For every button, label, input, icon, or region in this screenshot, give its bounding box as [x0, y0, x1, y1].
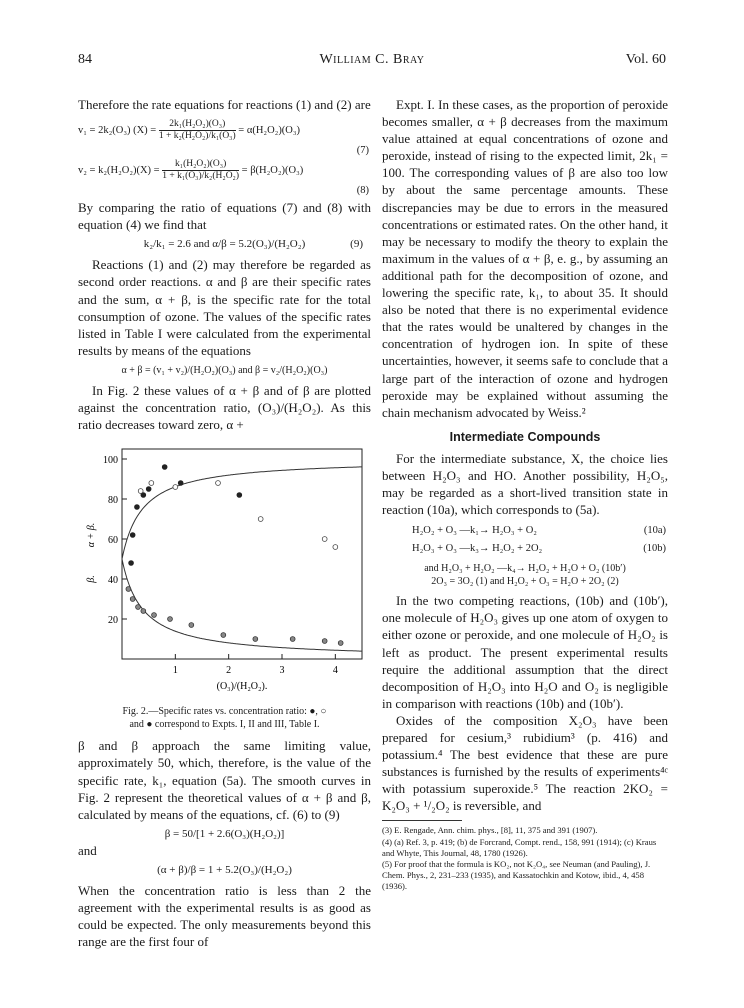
paragraph: By comparing the ratio of equations (7) and (8) with equation (4) we find that	[78, 200, 371, 233]
equation-10: α + β = (v₁ + v₂)/(H₂O₂)(O₃) and β = v₂/(H₂O₂)(O₃)	[121, 364, 328, 376]
x-tick-label: 2	[226, 665, 232, 677]
data-point	[290, 637, 295, 642]
reaction-10b: H₂O₃ + O₃ —k₃→ H₂O₂ + 2O₂ (10b)	[412, 543, 666, 555]
paragraph: Expt. I. In these cases, as the proportion of peroxide becomes smaller, α + β decreases from the maximum value attained at equal concentrations of ozone and peroxide, instead of rising to the expected limit, 2k₁ = 100. The corresponding values of β are also too low by about the same percentage amounts. These discrepancies may be due to errors in the measured concentrations or estimated rates. On the other hand, it may be necessary to modify the theory to explain the maximum in the values of α + β, e. g., by assuming an additional path for the decomposition of ozone, and lowering the specific rate, k₁, to about 35. It should also be noted that there is no experimental evidence that the rates would be unaltered by changes in the concentration of hydrogen ion. In spite of these uncertainties, however, it seems safe to conclude that a large part of the interaction of ozone and hydrogen peroxide may be explained without assuming the chain mechanism advocated by Weiss.²	[382, 97, 668, 420]
y-tick-label: 40	[108, 575, 118, 587]
page-number: 84	[78, 52, 92, 67]
author-name: William C. Bray	[319, 52, 425, 67]
footnote: (4) (a) Ref. 3, p. 419; (b) de Forcrand, Compt. rend., 158, 991 (1914); (c) Kraus and Whyte, This Journal, 48, 1780 (1926).	[382, 836, 657, 858]
data-point	[322, 537, 327, 542]
equation-11: β = 50/[1 + 2.6(O₃)(H₂O₂)]	[164, 827, 285, 840]
footnote: (3) E. Rengade, Ann. chim. phys., [8], 11, 375 and 391 (1907).	[382, 825, 598, 836]
y-axis-label-sum: α + β.	[86, 523, 97, 548]
and-text: and	[78, 842, 97, 858]
data-point	[138, 489, 143, 494]
equation-8: v₂ = k₂(H₂O₂)(X) = $\frac{\text{k₁(H₂O₂)(O₃)}}{\text{1 + k₁(O₃)/k₂(H₂O₂)}}$ = β(H₂O₂)(O₃)	[78, 159, 304, 182]
data-point	[129, 561, 134, 566]
data-point	[173, 485, 178, 490]
equation-8-label: (8)	[356, 185, 369, 197]
data-point	[253, 637, 258, 642]
x-tick-label: 1	[172, 665, 178, 677]
data-point	[322, 639, 327, 644]
fraction: $\frac{\text{k₁(H₂O₂)(O₃)}}{\text{1 + k₁(O₃)/k₂(H₂O₂)}}$	[162, 159, 240, 182]
right-column	[382, 96, 668, 893]
data-point	[130, 533, 135, 538]
x-axis-label: (O₃)/(H₂O₂).	[216, 681, 268, 693]
data-point	[168, 617, 173, 622]
scatter-chart	[78, 441, 371, 703]
data-point	[333, 545, 338, 550]
data-point	[149, 481, 154, 486]
figure-caption: Fig. 2.—Specific rates vs. concentration ratio: ●, ○ and ● correspond to Expts. I, II and III, Table I.	[122, 706, 327, 731]
reaction-10b-prime: and H₂O₃ + H₂O₂ —k₄→ H₂O₂ + H₂O + O₂ (10b′)	[424, 563, 626, 575]
equation-7-label: (7)	[356, 145, 369, 157]
footnote-rule	[382, 820, 462, 821]
running-header	[78, 52, 666, 72]
fraction: $\frac{\text{2k₁(H₂O₂)(O₃)}}{\text{1 + k₂(H₂O₂)/k₁(O₃)}}$	[158, 119, 236, 142]
data-point	[216, 481, 221, 486]
volume-label: Vol. 60	[625, 52, 666, 67]
data-point	[136, 605, 141, 610]
overall-reactions: 2O₃ = 3O₂ (1) and H₂O₂ + O₃ = H₂O + 2O₂ (2)	[431, 576, 619, 588]
data-point	[152, 613, 157, 618]
y-tick-label: 20	[108, 615, 118, 627]
paragraph: In Fig. 2 these values of α + β and of β are plotted against the concentration ratio, (O₃)/(H₂O₂). As this ratio decreases toward zero, α +	[78, 383, 371, 433]
figure-2	[78, 441, 371, 703]
data-point	[189, 623, 194, 628]
y-tick-label: 100	[103, 455, 118, 467]
y-axis-label-beta: β.	[86, 575, 97, 584]
data-point	[135, 505, 140, 510]
data-point	[338, 641, 343, 646]
reaction-10a: H₂O₂ + O₃ —k₁→ H₂O₃ + O₂ (10a)	[412, 525, 666, 537]
paragraph: In the two competing reactions, (10b) and (10b′), one molecule of H₂O₃ gives up one atom of oxygen to either ozone or peroxide, and one molecule of H₂O₂ is left as product. The present experimental results require the additional assumption that the direct decomposition of H₂O₃ into H₂O and O₂ is negligible in comparison with reactions (10b) and (10b′).	[382, 593, 668, 711]
data-point	[237, 493, 242, 498]
x-tick-label: 4	[332, 665, 338, 677]
plot-frame	[122, 449, 362, 659]
paragraph: When the concentration ratio is less than 2 the agreement with the experimental results is as good as could be expected. The only measurements beyond this range are the first four of	[78, 883, 371, 950]
data-point	[141, 609, 146, 614]
equation-7: v₁ = 2k₂(O₃) (X) = $\frac{\text{2k₁(H₂O₂)(O₃)}}{\text{1 + k₂(H₂O₂)/k₁(O₃)}}$ = α(H₂O₂)(O₃)	[78, 119, 301, 142]
paragraph: Reactions (1) and (2) may therefore be regarded as second order reactions. α and β are their specific rates and the sum, α + β, is the specific rate for the total consumption of ozone. The values of the specific rates listed in Table I were calculated from the experimental results by means of the equations	[78, 257, 371, 358]
paragraph: Therefore the rate equations for reactions (1) and (2) are	[78, 97, 371, 112]
data-point	[146, 487, 151, 492]
alpha-plus-beta-curve	[122, 467, 362, 559]
equation-9: k₂/k₁ = 2.6 and α/β = 5.2(O₃)/(H₂O₂) (9)	[143, 238, 363, 251]
paragraph: β and β approach the same limiting value, approximately 50, which, therefore, is the value of the specific rate, k₁, equation (5a). The smooth curves in Fig. 2 represent the theoretical values of α + β and β, calculated by means of the equations, cf. (6) to (9)	[78, 738, 371, 822]
paragraph: For the intermediate substance, X, the choice lies between H₂O₃ and HO. Another possibility, H₂O₅, may be regarded as a short-lived transition state in reaction (10a), which corresponds to (5a).	[382, 450, 668, 518]
footnote: (5) For proof that the formula is KO₂, not K₂O₄, see Neuman (and Pauling), J. Chem. Phys., 2, 231–233 (1935), and Kassatochkin and Kotow, ibid., 4, 458 (1936).	[382, 859, 651, 892]
left-column	[78, 96, 371, 950]
section-heading: Intermediate Compounds	[449, 429, 601, 444]
data-point	[130, 597, 135, 602]
data-point	[221, 633, 226, 638]
paragraph: Oxides of the composition X₂O₃ have been prepared for cesium,³ rubidium³ (p. 416) and potassium.⁴ The best evidence that these are pure substances is furnished by the results of experiments⁴ᶜ with potassium superoxide.⁵ The reaction 2KO₂ = K₂O₃ + ¹/₂O₂ is reversible, and	[382, 712, 668, 814]
data-point	[178, 481, 183, 486]
beta-curve	[122, 559, 362, 651]
x-tick-label: 3	[279, 665, 285, 677]
data-point	[162, 465, 167, 470]
y-tick-label: 80	[108, 495, 118, 507]
data-point	[258, 517, 263, 522]
y-tick-label: 60	[108, 535, 118, 547]
equation-12: (α + β)/β = 1 + 5.2(O₃)/(H₂O₂)	[157, 863, 292, 876]
data-point	[126, 587, 131, 592]
